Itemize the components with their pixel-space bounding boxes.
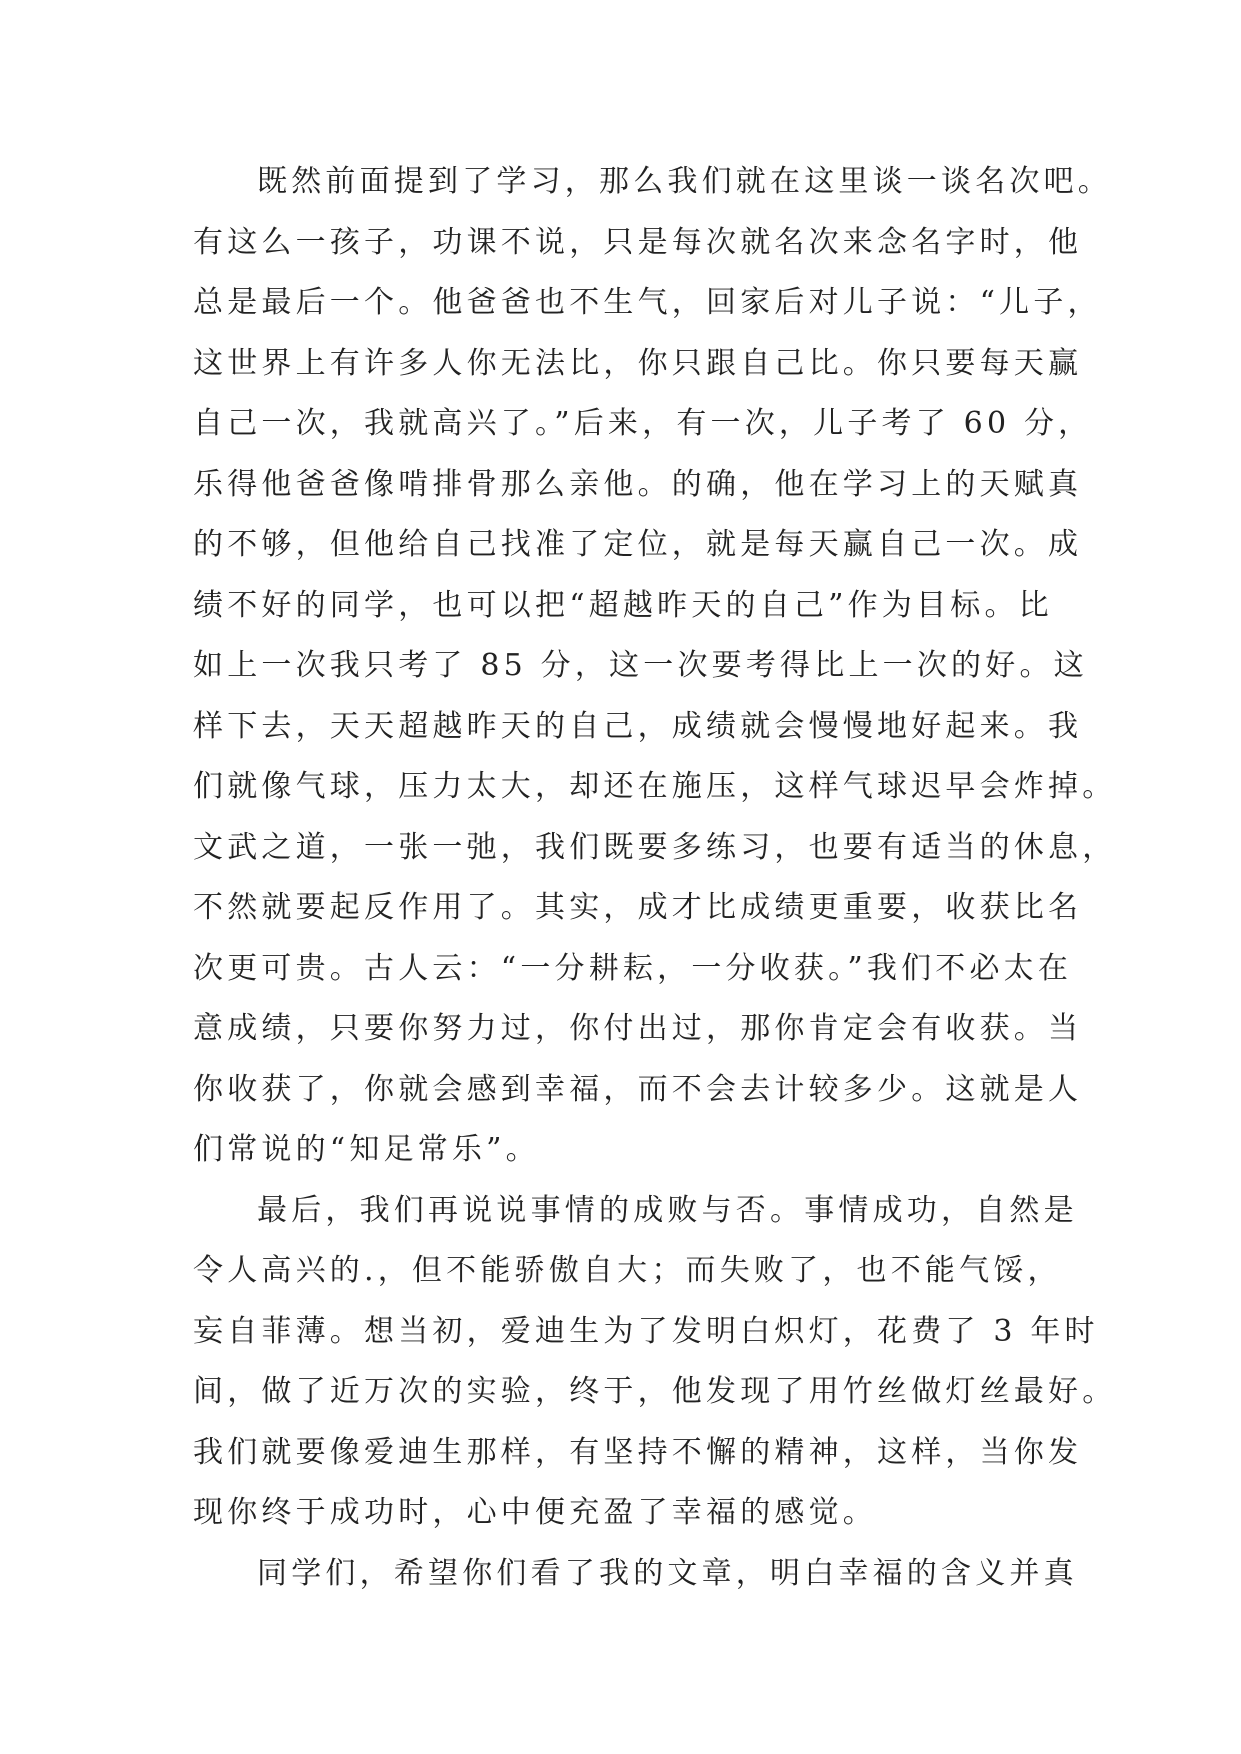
text-line: 现你终于成功时，心中便充盈了幸福的感觉。 (193, 1495, 877, 1530)
text-line: 自己一次，我就高兴了。”后来，有一次，儿子考了 60 分， (193, 406, 1093, 441)
text-line: 令人高兴的.，但不能骄傲自大；而失败了，也不能气馁， (193, 1253, 1062, 1288)
text-line: 你收获了，你就会感到幸福，而不会去计较多少。这就是人 (193, 1071, 1083, 1107)
text-line: 如上一次我只考了 85 分，这一次要考得比上一次的好。这 (193, 648, 1088, 683)
text-line: 这世界上有许多人你无法比，你只跟自己比。你只要每天赢 (193, 345, 1083, 381)
text-line: 既然前面提到了学习，那么我们就在这里谈一谈名次吧。 (257, 164, 1112, 199)
text-line: 间，做了近万次的实验，终于，他发现了用竹丝做灯丝最好。 (193, 1374, 1117, 1409)
text-line: 样下去，天天超越昨天的自己，成绩就会慢慢地好起来。我 (193, 708, 1083, 744)
text-line: 次更可贵。古人云：“一分耕耘，一分收获。”我们不必太在 (193, 950, 1073, 986)
article-body (193, 152, 1117, 1604)
text-line: 妄自菲薄。想当初，爱迪生为了发明白炽灯，花费了 3 年时 (193, 1313, 1099, 1349)
text-line: 乐得他爸爸像啃排骨那么亲他。的确，他在学习上的天赋真 (193, 466, 1083, 502)
text-line: 同学们，希望你们看了我的文章，明白幸福的含义并真 (257, 1555, 1078, 1591)
text-line: 我们就要像爱迪生那样，有坚持不懈的精神，这样，当你发 (193, 1434, 1083, 1470)
text-line: 不然就要起反作用了。其实，成才比成绩更重要，收获比名 (193, 890, 1083, 925)
text-line: 意成绩，只要你努力过，你付出过，那你肯定会有收获。当 (193, 1011, 1083, 1046)
text-line: 最后，我们再说说事情的成败与否。事情成功，自然是 (257, 1192, 1078, 1228)
text-line: 们常说的“知足常乐”。 (193, 1132, 540, 1167)
text-line: 总是最后一个。他爸爸也不生气，回家后对儿子说：“儿子， (193, 285, 1102, 320)
text-line: 绩不好的同学，也可以把“超越昨天的自己”作为目标。比 (193, 587, 1053, 623)
text-line: 的不够，但他给自己找准了定位，就是每天赢自己一次。成 (193, 527, 1083, 562)
text-line: 文武之道，一张一弛，我们既要多练习，也要有适当的休息， (193, 829, 1117, 865)
text-line: 们就像气球，压力太大，却还在施压，这样气球迟早会炸掉。 (193, 769, 1117, 804)
text-line: 有这么一孩子，功课不说，只是每次就名次来念名字时，他 (193, 224, 1083, 260)
